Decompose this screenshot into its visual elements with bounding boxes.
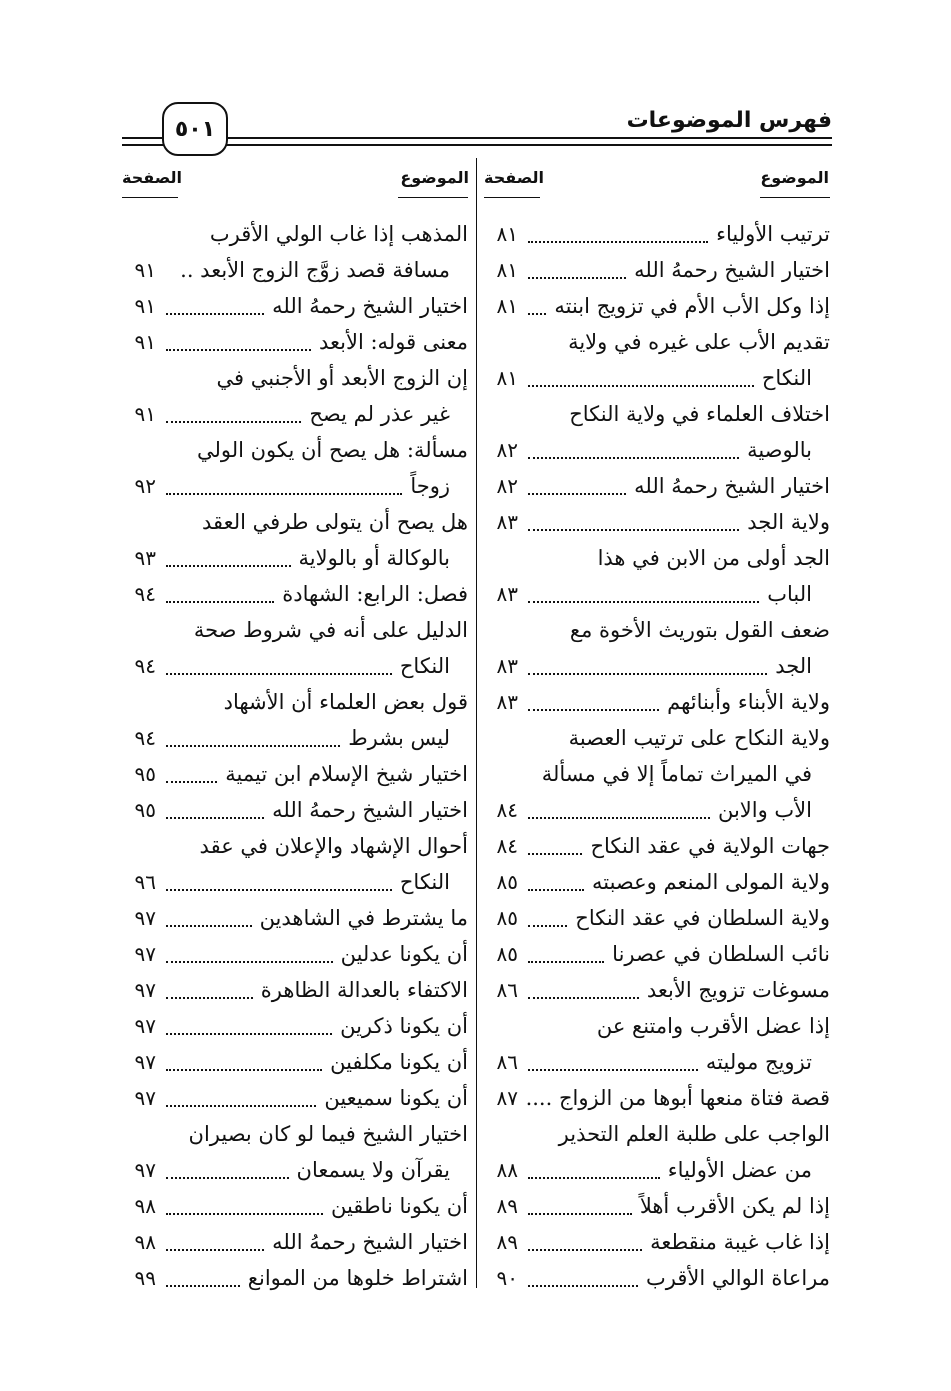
toc-page-number: ٨٤ (496, 798, 518, 822)
toc-page-number: ٩٢ (134, 474, 156, 498)
toc-page-number: ٩١ (134, 402, 156, 426)
toc-entry (122, 540, 468, 576)
toc-entry (484, 792, 830, 828)
column-divider (476, 158, 477, 1288)
dot-leader (166, 601, 274, 603)
toc-entry (484, 1260, 830, 1296)
dot-leader (166, 421, 301, 423)
toc-entry-line (484, 612, 830, 648)
toc-entry (122, 1008, 468, 1044)
toc-page-number: ٨٢ (496, 438, 518, 462)
dot-leader (166, 349, 311, 351)
dot-leader (166, 961, 333, 963)
dot-leader (166, 1177, 289, 1179)
toc-topic: أن يكونا مكلفين (330, 1050, 468, 1074)
dot-leader (166, 1213, 323, 1215)
toc-topic: مسوغات تزويج الأبعد (646, 978, 830, 1002)
toc-topic: الجد (775, 654, 812, 678)
toc-entry (122, 864, 468, 900)
toc-entry (484, 252, 830, 288)
toc-entry (122, 1044, 468, 1080)
toc-topic: اختيار الشيخ رحمهُ الله (272, 798, 468, 822)
toc-topic: من عضل الأولياء (667, 1158, 812, 1182)
right-page-heading-underline (484, 197, 540, 198)
right-topic-heading-underline (760, 197, 830, 198)
toc-entry (484, 900, 830, 936)
toc-page-number: ٩٦ (134, 870, 156, 894)
toc-page-number: ٩٧ (134, 1158, 156, 1182)
toc-page-number: ٨٦ (496, 978, 518, 1002)
dot-leader (528, 313, 546, 315)
toc-entry (122, 1260, 468, 1296)
right-topic-heading: الموضوع (760, 168, 829, 187)
dot-leader (528, 601, 759, 603)
toc-topic: أن يكونا ذكرين (340, 1014, 468, 1038)
toc-topic: الاكتفاء بالعدالة الظاهرة (260, 978, 468, 1002)
dot-leader (166, 1285, 240, 1287)
toc-topic: اختيار الشيخ رحمهُ الله (634, 474, 830, 498)
toc-topic: ما يشترط في الشاهدين (259, 906, 468, 930)
dot-leader (166, 673, 392, 675)
dot-leader (166, 889, 392, 891)
toc-entry (122, 1152, 468, 1188)
toc-topic: إذا لم يكن الأقرب أهلاً (639, 1194, 830, 1218)
toc-entry-line (484, 324, 830, 360)
toc-entry (122, 288, 468, 324)
toc-page-number: ٨٢ (496, 474, 518, 498)
toc-entry-line (484, 540, 830, 576)
toc-entry (122, 576, 468, 612)
toc-page-number: ٨٦ (496, 1050, 518, 1074)
toc-entry (484, 972, 830, 1008)
dot-leader (528, 1249, 642, 1251)
toc-topic: ولاية الأبناء وأبنائهم (667, 690, 830, 714)
toc-entry (122, 252, 468, 288)
toc-entry (484, 1044, 830, 1080)
toc-topic: اختيار الشيخ رحمهُ الله (634, 258, 830, 282)
dot-leader (528, 385, 754, 387)
toc-page-number: ٩١ (134, 294, 156, 318)
toc-topic: يقرآن ولا يسمعان (296, 1158, 450, 1182)
toc-topic: أحوال الإشهاد والإعلان في عقد (199, 834, 468, 858)
toc-entry (122, 936, 468, 972)
toc-topic: تزويج موليته (705, 1050, 812, 1074)
toc-page-number: ٨٣ (496, 654, 518, 678)
toc-entry-line (122, 432, 468, 468)
toc-entry-line (122, 1116, 468, 1152)
toc-topic: إن الزوج الأبعد أو الأجنبي في (216, 366, 468, 390)
toc-topic: ولاية النكاح على ترتيب العصبة (568, 726, 830, 750)
dot-leader (528, 709, 659, 711)
toc-topic: غير عذر لم يصح (309, 402, 450, 426)
toc-entry (122, 720, 468, 756)
toc-page-number: ٨١ (496, 222, 518, 246)
dot-leader (166, 565, 291, 567)
toc-topic: ولاية الجد (747, 510, 830, 534)
toc-page-number: ٩٧ (134, 978, 156, 1002)
toc-topic: الجد أولى من الابن في هذا (597, 546, 830, 570)
toc-entry-line (122, 612, 468, 648)
left-topic-heading: الموضوع (400, 168, 469, 187)
toc-entry (484, 432, 830, 468)
toc-entry (484, 684, 830, 720)
toc-topic: معنى قوله: الأبعد (319, 330, 468, 354)
toc-topic: اختيار شيخ الإسلام ابن تيمية (225, 762, 468, 786)
toc-topic: ترتيب الأولياء (716, 222, 830, 246)
toc-entry (122, 396, 468, 432)
toc-topic: مراعاة الوالي الأقرب (646, 1266, 830, 1290)
toc-page-number: ٩٤ (134, 654, 156, 678)
toc-topic: اختلاف العلماء في ولاية النكاح (569, 402, 830, 426)
toc-entry (484, 504, 830, 540)
toc-topic: الباب (767, 582, 812, 606)
toc-entry-line (484, 1008, 830, 1044)
toc-topic: تقديم الأب على غيره في ولاية (568, 330, 830, 354)
toc-entry (122, 468, 468, 504)
toc-topic: النكاح (761, 366, 812, 390)
toc-entry (122, 900, 468, 936)
dot-leader (528, 961, 604, 963)
toc-entry-line (484, 1116, 830, 1152)
toc-entry (484, 576, 830, 612)
toc-topic: هل يصح أن يتولى طرفي العقد (201, 510, 468, 534)
toc-page-number: ٨٥ (496, 870, 518, 894)
toc-topic: أن يكونا عدلين (340, 942, 468, 966)
toc-topic: بالوصية (747, 438, 812, 462)
dot-leader (528, 1285, 638, 1287)
toc-entry (484, 468, 830, 504)
left-page-heading-underline (122, 197, 178, 198)
toc-entry (484, 360, 830, 396)
header-rule (122, 144, 832, 146)
dot-leader (166, 745, 340, 747)
toc-page-number: ٩١ (134, 258, 156, 282)
toc-page-number: ٨٣ (496, 690, 518, 714)
toc-page-number: ٨٨ (496, 1158, 518, 1182)
toc-topic: في الميراث تماماً إلا في مسألة (541, 762, 812, 786)
toc-entry (484, 648, 830, 684)
toc-entry (122, 1188, 468, 1224)
toc-topic: إذا وكل الأب الأم في تزويج ابنته (554, 294, 830, 318)
toc-page-number: ٩٧ (134, 1086, 156, 1110)
toc-topic: زوجاً (410, 474, 450, 498)
toc-topic: قول بعض العلماء أن الأشهاد (223, 690, 468, 714)
toc-page-number: ٨١ (496, 366, 518, 390)
dot-leader (528, 853, 582, 855)
toc-topic: نائب السلطان في عصرنا (612, 942, 830, 966)
running-title: فهرس الموضوعات (626, 108, 832, 133)
toc-entry (122, 1080, 468, 1116)
dot-leader (166, 1105, 316, 1107)
dot-leader (528, 817, 710, 819)
dot-leader (528, 457, 739, 459)
toc-topic: اشتراط خلوها من الموانع (247, 1266, 468, 1290)
toc-entry (484, 1152, 830, 1188)
toc-page-number: ٨١ (496, 294, 518, 318)
dot-leader (166, 493, 402, 495)
toc-topic: قصة فتاة منعها أبوها من الزواج .... (525, 1086, 830, 1110)
toc-entry-line (122, 684, 468, 720)
toc-page-number: ٨٥ (496, 942, 518, 966)
toc-page-number: ٩٥ (134, 762, 156, 786)
toc-page-number: ٨٤ (496, 834, 518, 858)
dot-leader (528, 241, 708, 243)
left-page-heading: الصفحة (122, 168, 183, 187)
toc-entry (122, 324, 468, 360)
dot-leader (528, 1177, 660, 1179)
toc-page-number: ٩٠ (496, 1266, 518, 1290)
toc-topic: النكاح (399, 870, 450, 894)
toc-page-number: ٩٥ (134, 798, 156, 822)
toc-page-number: ٩٧ (134, 1050, 156, 1074)
dot-leader (528, 673, 767, 675)
toc-page-number: ٨٧ (496, 1086, 518, 1110)
toc-topic: أن يكونا سميعين (324, 1086, 468, 1110)
toc-topic: اختيار الشيخ فيما لو كان بصيران (188, 1122, 468, 1146)
toc-entry-line (122, 216, 468, 252)
dot-leader (166, 817, 264, 819)
toc-topic: ولاية السلطان في عقد النكاح (575, 906, 830, 930)
toc-topic: ولاية المولى المنعم وعصبته (591, 870, 830, 894)
toc-topic: أن يكونا ناطقين (330, 1194, 468, 1218)
toc-page-number: ٨٥ (496, 906, 518, 930)
toc-page-number: ٨٩ (496, 1230, 518, 1254)
toc-page-number: ٩١ (134, 330, 156, 354)
dot-leader (528, 529, 739, 531)
toc-entry (484, 288, 830, 324)
dot-leader (166, 925, 252, 927)
dot-leader (166, 1069, 322, 1071)
right-page-heading: الصفحة (484, 168, 545, 187)
toc-entry (122, 972, 468, 1008)
toc-entry (484, 1188, 830, 1224)
toc-topic: فصل: الرابع: الشهادة (282, 582, 468, 606)
toc-entry (122, 1224, 468, 1260)
toc-topic: ضعف القول بتوريث الأخوة مع (569, 618, 830, 642)
toc-page-number: ٩٧ (134, 906, 156, 930)
header-rule (122, 137, 832, 139)
toc-topic: المذهب إذا غاب الولي الأقرب (209, 222, 468, 246)
dot-leader (528, 1213, 632, 1215)
toc-entry (484, 864, 830, 900)
toc-page-number: ٨٣ (496, 582, 518, 606)
dot-leader (166, 997, 253, 999)
toc-entry (484, 936, 830, 972)
toc-topic: مسألة: هل يصح أن يكون الولي (196, 438, 468, 462)
toc-topic: اختيار الشيخ رحمهُ الله (272, 294, 468, 318)
page-number: ٥٠١ (162, 102, 228, 156)
toc-topic: النكاح (399, 654, 450, 678)
toc-entry (122, 648, 468, 684)
toc-topic: الدليل على أنه في شروط صحة (193, 618, 468, 642)
toc-page-number: ٨٣ (496, 510, 518, 534)
toc-topic: مسافة قصد زوَّج الزوج الأبعد .. (180, 258, 450, 282)
toc-page-number: ٨٩ (496, 1194, 518, 1218)
toc-page-number: ٩٧ (134, 942, 156, 966)
dot-leader (166, 1033, 332, 1035)
dot-leader (166, 1249, 264, 1251)
toc-entry-line (122, 360, 468, 396)
left-topic-heading-underline (398, 197, 468, 198)
toc-topic: الأب والابن (717, 798, 812, 822)
toc-entry (122, 792, 468, 828)
toc-topic: الواجب على طلبة العلم التحذير (558, 1122, 830, 1146)
toc-page-number: ٩٧ (134, 1014, 156, 1038)
dot-leader (528, 277, 626, 279)
toc-page-number: ٩٣ (134, 546, 156, 570)
dot-leader (528, 1069, 698, 1071)
toc-entry (484, 828, 830, 864)
toc-topic: اختيار الشيخ رحمهُ الله (272, 1230, 468, 1254)
toc-entry-line (484, 720, 830, 756)
toc-entry-line (122, 828, 468, 864)
toc-entry-line (122, 504, 468, 540)
toc-topic: إذا عضل الأقرب وامتنع عن (596, 1014, 830, 1038)
toc-topic: ليس بشرط (348, 726, 450, 750)
dot-leader (166, 313, 264, 315)
toc-entry (122, 756, 468, 792)
toc-entry-line (484, 756, 830, 792)
toc-topic: جهات الولاية في عقد النكاح (590, 834, 830, 858)
dot-leader (528, 925, 567, 927)
toc-entry-line (484, 396, 830, 432)
dot-leader (528, 889, 584, 891)
page-header (122, 100, 832, 160)
toc-page-number: ٩٨ (134, 1194, 156, 1218)
toc-page-number: ٨١ (496, 258, 518, 282)
toc-page-number: ٩٨ (134, 1230, 156, 1254)
dot-leader (166, 781, 217, 783)
toc-entry (484, 1080, 830, 1116)
toc-page-number: ٩٤ (134, 582, 156, 606)
toc-topic: إذا غاب غيبة منقطعة (650, 1230, 830, 1254)
dot-leader (528, 997, 639, 999)
toc-entry (484, 216, 830, 252)
toc-page-number: ٩٩ (134, 1266, 156, 1290)
toc-entry (484, 1224, 830, 1260)
toc-page-number: ٩٤ (134, 726, 156, 750)
toc-topic: بالوكالة أو بالولاية (298, 546, 450, 570)
dot-leader (528, 493, 626, 495)
